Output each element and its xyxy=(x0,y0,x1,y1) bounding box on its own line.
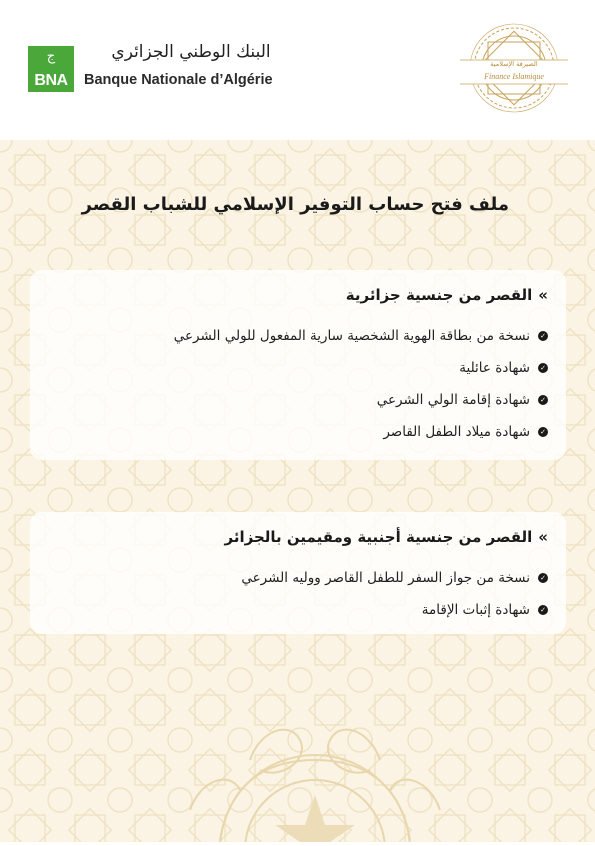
section-heading-text: القصر من جنسية جزائرية xyxy=(345,286,533,304)
section-card-foreign-minors xyxy=(30,512,566,634)
check-circle-icon: ✓ xyxy=(538,427,548,437)
list-item xyxy=(174,416,548,448)
list-item xyxy=(174,384,548,416)
check-circle-icon: ✓ xyxy=(538,605,548,615)
ornamental-star-icon xyxy=(460,20,568,116)
decorative-ornament xyxy=(150,700,480,842)
finance-logo-french: Finance Islamique xyxy=(484,72,544,81)
list-item-text: نسخة من بطاقة الهوية الشخصية سارية المفعول للولي الشرعي xyxy=(173,328,530,344)
list-item xyxy=(174,320,548,352)
list-item xyxy=(241,594,548,626)
section-heading xyxy=(346,286,548,304)
check-circle-icon: ✓ xyxy=(538,363,548,373)
list-item xyxy=(241,562,548,594)
finance-logo-arabic: الصيرفة الإسلامية xyxy=(490,60,538,68)
document-title: ملف فتح حساب التوفير الإسلامي للشباب القصر xyxy=(81,194,509,215)
double-chevron-icon: » xyxy=(538,528,548,546)
section-heading-text: القصر من جنسية أجنبية ومقيمين بالجزائر xyxy=(224,528,533,546)
finance-islamique-logo xyxy=(460,20,568,116)
double-chevron-icon: » xyxy=(538,286,548,304)
bna-logo-letters: BNA xyxy=(34,72,68,89)
requirements-list xyxy=(241,562,548,626)
section-heading xyxy=(225,528,548,546)
check-circle-icon: ✓ xyxy=(538,573,548,583)
check-circle-icon: ✓ xyxy=(538,331,548,341)
arabesque-ornament-icon xyxy=(150,700,480,842)
list-item-text: شهادة إثبات الإقامة xyxy=(421,602,530,618)
list-item-text: نسخة من جواز السفر للطفل القاصر ووليه الشرعي xyxy=(241,570,530,586)
check-circle-icon: ✓ xyxy=(538,395,548,405)
bank-name-arabic: البنك الوطني الجزائري xyxy=(111,42,271,62)
bna-logo xyxy=(28,46,74,92)
requirements-list xyxy=(174,320,548,448)
bna-logo-glyph: ج xyxy=(46,49,56,64)
page-header xyxy=(0,0,595,140)
section-card-algerian-minors xyxy=(30,270,566,460)
list-item xyxy=(174,352,548,384)
list-item-text: شهادة إقامة الولي الشرعي xyxy=(376,392,530,408)
bank-name-french: Banque Nationale d’Algérie xyxy=(84,72,273,88)
list-item-text: شهادة ميلاد الطفل القاصر xyxy=(383,424,530,440)
list-item-text: شهادة عائلية xyxy=(459,360,530,376)
